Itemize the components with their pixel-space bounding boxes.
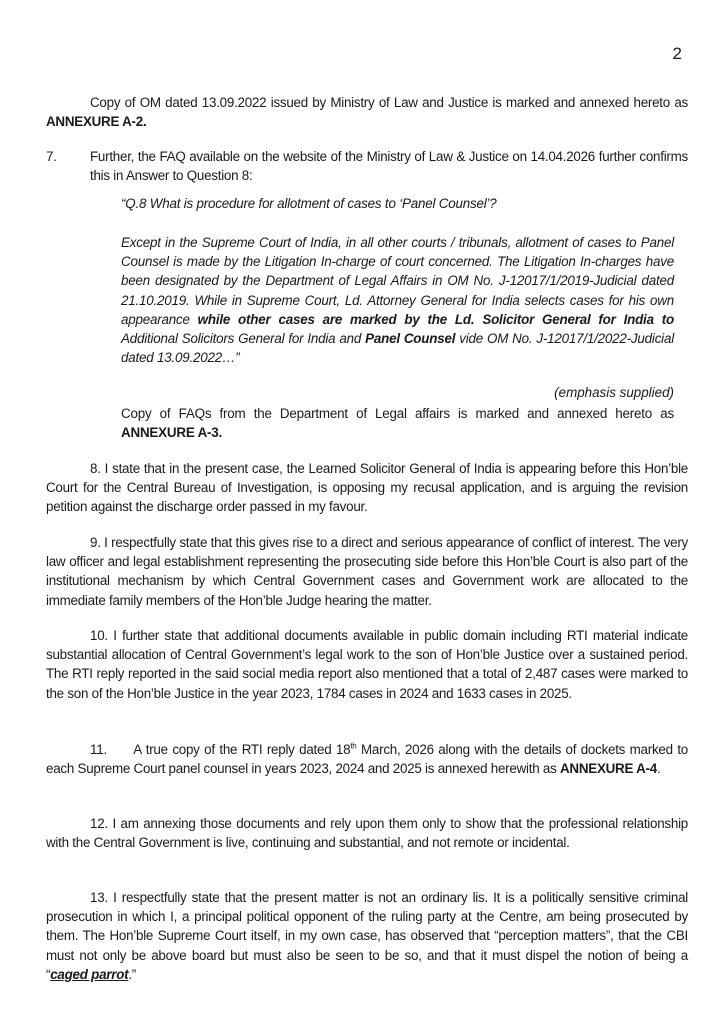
paragraph-13-end: .” xyxy=(128,966,137,982)
paragraph-12: 12. I am annexing those documents and rely upon them only to show that the professional relationship with the Central Government is live, continuing and substantial, and not remote or incidental. xyxy=(46,816,688,851)
faq-answer-bold2: Panel Counsel xyxy=(365,331,456,347)
paragraph-10: 10. I further state that additional documents available in public domain including RTI material indicate substantial allocation of Central Government’s legal work to the son of Hon’ble Justice over a sustained period. The RTI reply reported in the said social media report also mentioned that a total of 2,487 cases were marked to the son of the Hon’ble Justice in the year 2023, 1784 cases in 2024 and 1633 cases in 2025. xyxy=(46,628,688,701)
paragraph-13-text: 13. I respectfully state that the present matter is not an ordinary lis. It is a politically sensitive criminal prosecution in which I, a principal political opponent of the ruling party at the Centre, am being prosecuted by them. The Hon’ble Supreme Court itself, in my own case, has observed that “perception matters”, that the CBI must not only be above board but must also be seen to be so, and that it must dispel the notion of being a “ xyxy=(46,890,688,982)
faq-answer-part2: Additional Solicitors General for India and xyxy=(121,331,366,347)
annexure-a2-label: ANNEXURE A-2. xyxy=(46,114,147,130)
paragraph-7 xyxy=(46,147,688,185)
caged-parrot-phrase: caged parrot xyxy=(50,966,129,982)
emphasis-supplied: (emphasis supplied) xyxy=(554,385,674,400)
paragraph-11-rest: March, 2026 along with the details of dockets marked to each Supreme Court panel counsel in years 2023, 2024 and 2025 is annexed herewith as xyxy=(46,742,688,777)
faq-quote-question: “Q.8 What is procedure for allotment of cases to ‘Panel Counsel’? xyxy=(121,196,497,211)
page-number: 2 xyxy=(672,44,682,63)
paragraph-11-lead: 11. A true copy of the RTI reply dated 18 xyxy=(90,742,351,757)
paragraph-7-text: Further, the FAQ available on the website of the Ministry of Law & Justice on 14.04.2026 further confirms this in Answer to Question 8: xyxy=(90,149,688,184)
paragraph-9: 9. I respectfully state that this gives rise to a direct and serious appearance of conflict of interest. The very law officer and legal establishment representing the prosecuting side before this Hon’ble Court is also part of the institutional mechanism by which Central Government cases and Government work are allocated to the immediate family members of the Hon’ble Judge hearing the matter. xyxy=(46,535,688,608)
annexure-a2-text: Copy of OM dated 13.09.2022 issued by Ministry of Law and Justice is marked and annexed hereto as xyxy=(90,95,688,110)
faq-answer-part1: Except in the Supreme Court of India, in all other courts / tribunals, allotment of cases to Panel Counsel is made by the Litigation In-charge of court concerned. The Litigation In-charges have been designated by the Department of Legal Affairs in OM No. J-12017/1/2019-Judicial dated 21.10.2019. While in Supreme Court, Ld. Attorney General for India selects cases for his own appearance xyxy=(121,235,674,327)
annexure-a3-paragraph xyxy=(121,404,674,442)
paragraph-13 xyxy=(46,888,688,984)
faq-answer-bold1: while other cases are marked by the Ld. Solicitor General for India to xyxy=(197,311,674,327)
annexure-a4-label: ANNEXURE A-4 xyxy=(560,761,657,777)
annexure-a2-paragraph xyxy=(46,93,688,131)
paragraph-11-end: . xyxy=(656,761,661,777)
faq-answer-part3: vide OM No. J-12017/1/2022-Judicial dated 13.09.2022…” xyxy=(121,331,674,366)
paragraph-7-number: 7. xyxy=(46,149,57,164)
paragraph-11-sup: th xyxy=(350,741,357,751)
annexure-a3-text: Copy of FAQs from the Department of Legal affairs is marked and annexed hereto as xyxy=(121,406,674,421)
faq-quote-answer xyxy=(121,233,674,367)
paragraph-8: 8. I state that in the present case, the Learned Solicitor General of India is appearing before this Hon’ble Court for the Central Bureau of Investigation, is opposing my recusal application, and is arguing the revision petition against the discharge order passed in my favour. xyxy=(46,461,688,515)
annexure-a3-label: ANNEXURE A-3. xyxy=(121,425,223,441)
paragraph-11 xyxy=(46,740,688,778)
